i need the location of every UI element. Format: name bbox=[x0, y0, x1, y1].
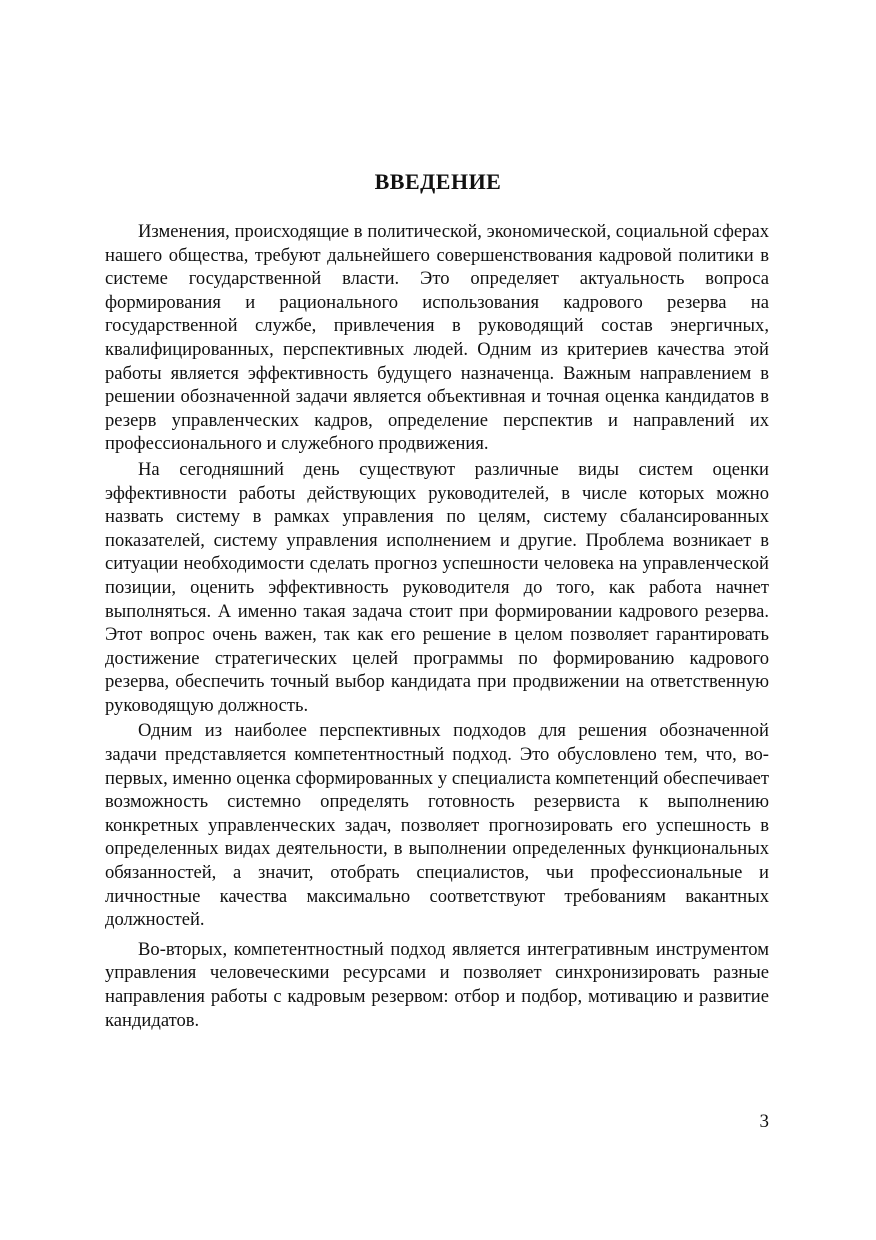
page-title: ВВЕДЕНИЕ bbox=[374, 169, 502, 194]
paragraph-2: На сегодняшний день существуют различные виды систем оценки эффективности работы действующих руководителей, в числе которых можно назвать систему в рамках управления по целям, систему сбалансированных показателей, систему управления исполнением и другие. Проблема возникает в ситуации необходимости сделать прогноз успешности человека на управленческой позиции, оценить эффективность руководителя до того, как работа начнет выполняться. А именно такая задача стоит при формировании кадрового резерва. Этот вопрос очень важен, так как его решение в целом позволяет гарантировать достижение стратегических целей программы по формированию кадрового резерва, обеспечить точный выбор кандидата при продвижении на ответственную руководящую должность. bbox=[105, 458, 769, 716]
page-number: 3 bbox=[759, 1111, 769, 1132]
paragraph-4: Во-вторых, компетентностный подход является интегративным инструментом управления человеческими ресурсами и позволяет синхронизировать разные направления работы с кадровым резервом: отбор и подбор, мотивацию и развитие кандидатов. bbox=[105, 938, 769, 1031]
paragraph-1: Изменения, происходящие в политической, экономической, социальной сферах нашего общества, требуют дальнейшего совершенствования кадровой политики в системе государственной власти. Это определяет актуальность вопроса формирования и рационального использования кадрового резерва на государственной службе, привлечения в руководящий состав энергичных, квалифицированных, перспективных людей. Одним из критериев качества этой работы является эффективность будущего назначенца. Важным направлением в решении обозначенной задачи является объективная и точная оценка кандидатов в резерв управленческих кадров, определение перспектив и направлений их профессионального и служебного продвижения. bbox=[105, 221, 769, 455]
body-text bbox=[105, 220, 769, 1032]
paragraph-3: Одним из наиболее перспективных подходов для решения обозначенной задачи представляется компетентностный подход. Это обусловлено тем, что, во-первых, именно оценка сформированных у специалиста компетенций обеспечивает возможность системно определять готовность резервиста к выполнению конкретных управленческих задач, позволяет прогнозировать его успешность в определенных видах деятельности, в выполнении определенных функциональных обязанностей, а значит, отобрать специалистов, чьи профессиональные и личностные качества максимально соответствуют требованиям вакантных должностей. bbox=[105, 720, 769, 931]
